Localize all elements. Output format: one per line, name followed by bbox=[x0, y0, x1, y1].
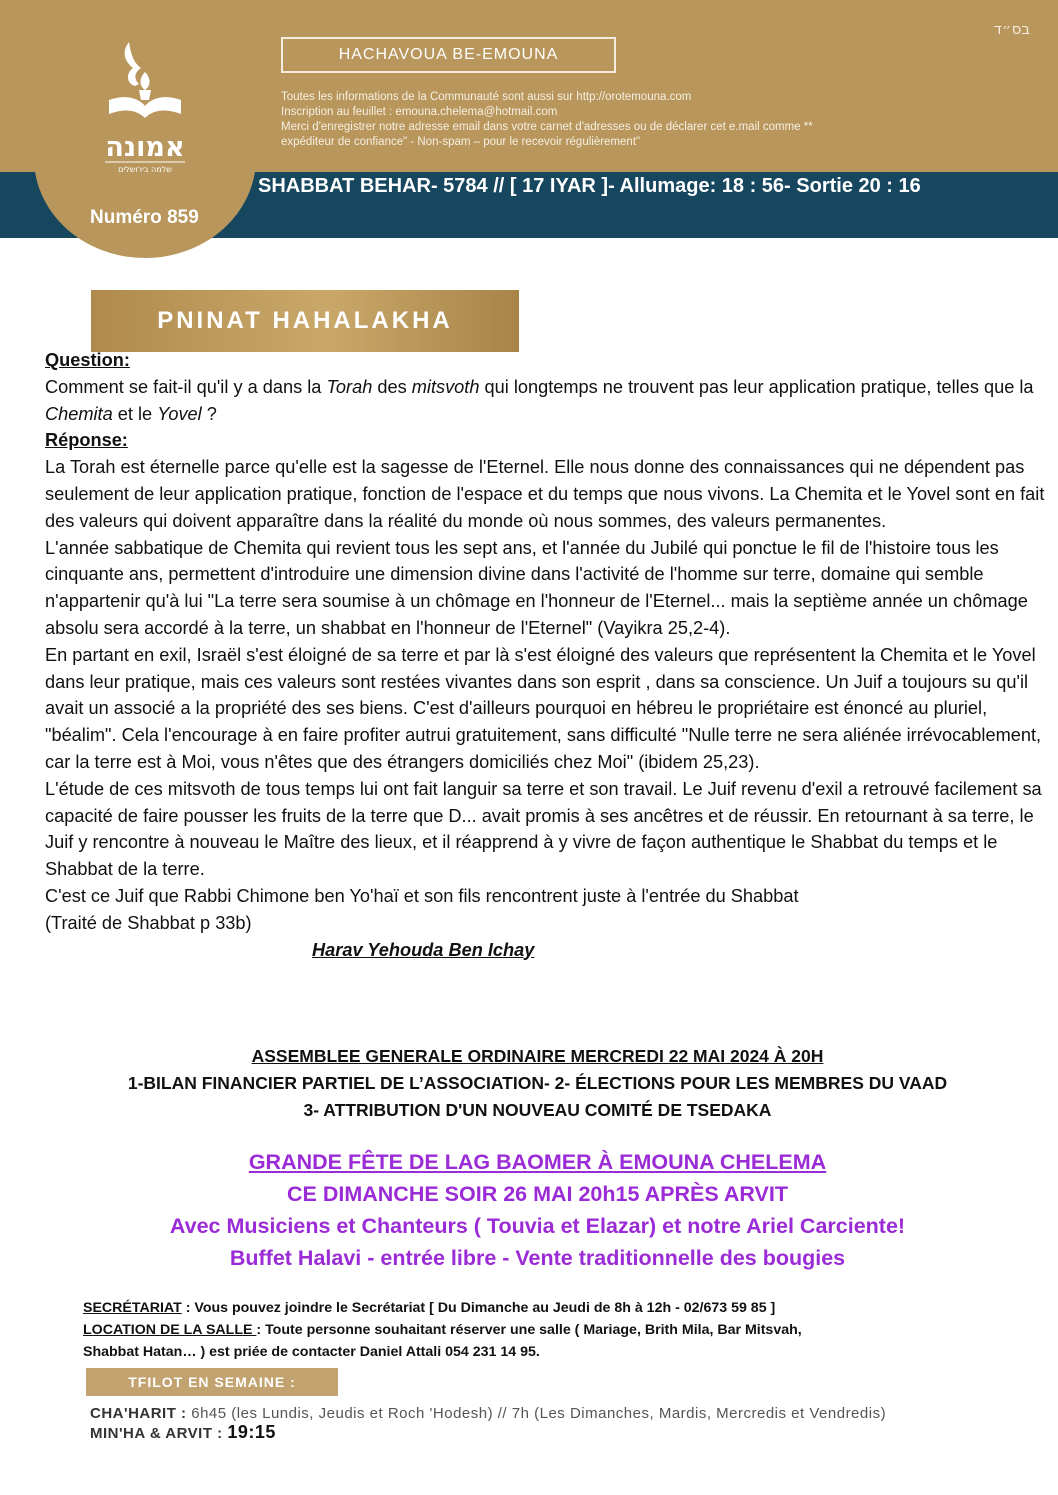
minha-line: MIN'HA & ARVIT : 19:15 bbox=[90, 1422, 276, 1442]
logo-subtitle: שלמה בירושלים bbox=[118, 165, 172, 174]
location-line: LOCATION DE LA SALLE : Toute personne souhaitant réserver une salle ( Mariage, Brith Mila, Bar Mitsvah, bbox=[83, 1322, 802, 1338]
emouna-logo bbox=[95, 38, 195, 178]
halakha-article bbox=[45, 347, 1045, 963]
pninat-banner: PNINAT HAHALAKHA bbox=[91, 290, 519, 352]
response-label: Réponse: bbox=[45, 430, 128, 451]
chaharit-line: CHA'HARIT : 6h45 (les Lundis, Jeudis et Roch 'Hodesh) // 7h (Les Dimanches, Mardis, Mercredis et Vendredis) bbox=[90, 1405, 887, 1422]
fete-title: GRANDE FÊTE DE LAG BAOMER À EMOUNA CHELEMA bbox=[248, 1150, 827, 1174]
prayer-schedule bbox=[90, 1404, 886, 1443]
fete-buffet: Buffet Halavi - entrée libre - Vente traditionnelle des bougies bbox=[229, 1246, 846, 1270]
author-signature: Harav Yehouda Ben Ichay bbox=[312, 939, 535, 960]
secretariat-info bbox=[83, 1297, 1023, 1363]
tfilot-banner: TFILOT EN SEMAINE : bbox=[86, 1368, 338, 1396]
secretariat-line: SECRÉTARIAT : Vous pouvez joindre le Secrétariat [ Du Dimanche au Jeudi de 8h à 12h - 02/673 59 85 ] bbox=[83, 1300, 776, 1316]
response-paragraph: La Torah est éternelle parce qu'elle est la sagesse de l'Eternel. Elle nous donne des connaissances qui ne dépendent pas seulement de leur application pratique, fonction de l'espace et du temps que nous vivons. La Chemita et le Yovel sont en fait des valeurs qui doivent apparaître dans la réalité du monde où nous sommes, des valeurs permanentes. bbox=[45, 457, 1045, 531]
question-text: Comment se fait-il qu'il y a dans la Torah des mitsvoth qui longtemps ne trouvent pas leur application pratique, telles que la Chemita et le Yovel ? bbox=[45, 376, 1034, 424]
bsd-mark: בס״ד bbox=[993, 20, 1030, 38]
fete-when: CE DIMANCHE SOIR 26 MAI 20h15 APRÈS ARVIT bbox=[287, 1182, 788, 1206]
response-paragraph: (Traité de Shabbat p 33b) bbox=[45, 912, 252, 933]
assembly-title: ASSEMBLEE GENERALE ORDINAIRE MERCREDI 22 MAI 2024 À 20H bbox=[251, 1046, 824, 1066]
response-paragraph: L'étude de ces mitsvoth de tous temps lui ont fait languir sa terre et son travail. Le Juif revenu d'exil a retrouvé facilement sa capacité de faire pousser les fruits de la terre que D... avait promis à ses ancêtres et de réussir. En retournant à sa terre, le Juif y rencontre à nouveau le Maître des lieux, et il réapprend à y vivre de façon authentique le Shabbat du temps et le Shabbat de la terre. bbox=[45, 778, 1042, 880]
shabbat-info: SHABBAT BEHAR- 5784 // [ 17 IYAR ]- Allumage: 18 : 56- Sortie 20 : 16 bbox=[258, 175, 921, 197]
assembly-line: 3- ATTRIBUTION D'UN NOUVEAU COMITÉ DE TSEDAKA bbox=[303, 1100, 772, 1120]
info-line: Merci d'enregistrer notre adresse email dans votre carnet d'adresses ou de déclarer cet e.mail comme ** bbox=[281, 121, 813, 133]
newsletter-title: HACHAVOUA BE-EMOUNA bbox=[281, 37, 616, 73]
logo-text: אמונה bbox=[105, 132, 185, 163]
response-paragraph: C'est ce Juif que Rabbi Chimone ben Yo'haï et son fils rencontrent juste à l'entrée du Shabbat bbox=[45, 885, 799, 906]
assembly-line: 1-BILAN FINANCIER PARTIEL DE L’ASSOCIATION- 2- ÉLECTIONS POUR LES MEMBRES DU VAAD bbox=[127, 1073, 948, 1093]
info-line: Toutes les informations de la Communauté sont aussi sur http://orotemouna.com bbox=[281, 91, 692, 103]
response-paragraph: L'année sabbatique de Chemita qui revient tous les sept ans, et l'année du Jubilé qui ponctue le fil de l'histoire tous les cinquante ans, permettent d'introduire une dimension divine dans l'activité de l'homme sur terre, domaine qui semble n'appartenir qu'à lui "La terre sera soumise à un chômage en l'honneur de l'Eternel... mais la septième année un chômage absolu sera accordé à la terre, un shabbat en l'honneur de l'Eternel" (Vayikra 25,2-4). bbox=[45, 537, 1028, 638]
info-line: Inscription au feuillet : emouna.chelema@hotmail.com bbox=[281, 106, 558, 118]
header-info bbox=[281, 90, 941, 150]
lag-baomer-announcement bbox=[0, 1146, 1058, 1274]
response-paragraph: En partant en exil, Israël s'est éloigné de sa terre et par là s'est éloigné des valeurs que représentent la Chemita et le Yovel dans leur pratique, mais ces valeurs sont restées vivantes dans son esprit , dans sa conscience. Un Juif a toujours su qu'il avait un associé a la propriété des ses biens. C'est d'ailleurs pourquoi en hébreu le propriétaire est énoncé au pluriel, "béalim". Cela l'encourage à en faire profiter autrui gratuitement, sans difficulté "Nulle terre ne sera aliénée irrévocablement, car la terre est à Moi, vous n'êtes que des étrangers domiciliés chez Moi" (ibidem 25,23). bbox=[45, 644, 1042, 772]
assembly-notice bbox=[0, 1043, 1058, 1124]
location-line-2: Shabbat Hatan… ) est priée de contacter Daniel Attali 054 231 14 95. bbox=[83, 1344, 540, 1360]
issue-number: Numéro 859 bbox=[90, 207, 199, 228]
info-line: expéditeur de confiance" - Non-spam – pour le recevoir régulièrement" bbox=[281, 136, 641, 148]
fete-musicians: Avec Musiciens et Chanteurs ( Touvia et Elazar) et notre Ariel Carciente! bbox=[169, 1214, 906, 1238]
question-label: Question: bbox=[45, 350, 130, 370]
